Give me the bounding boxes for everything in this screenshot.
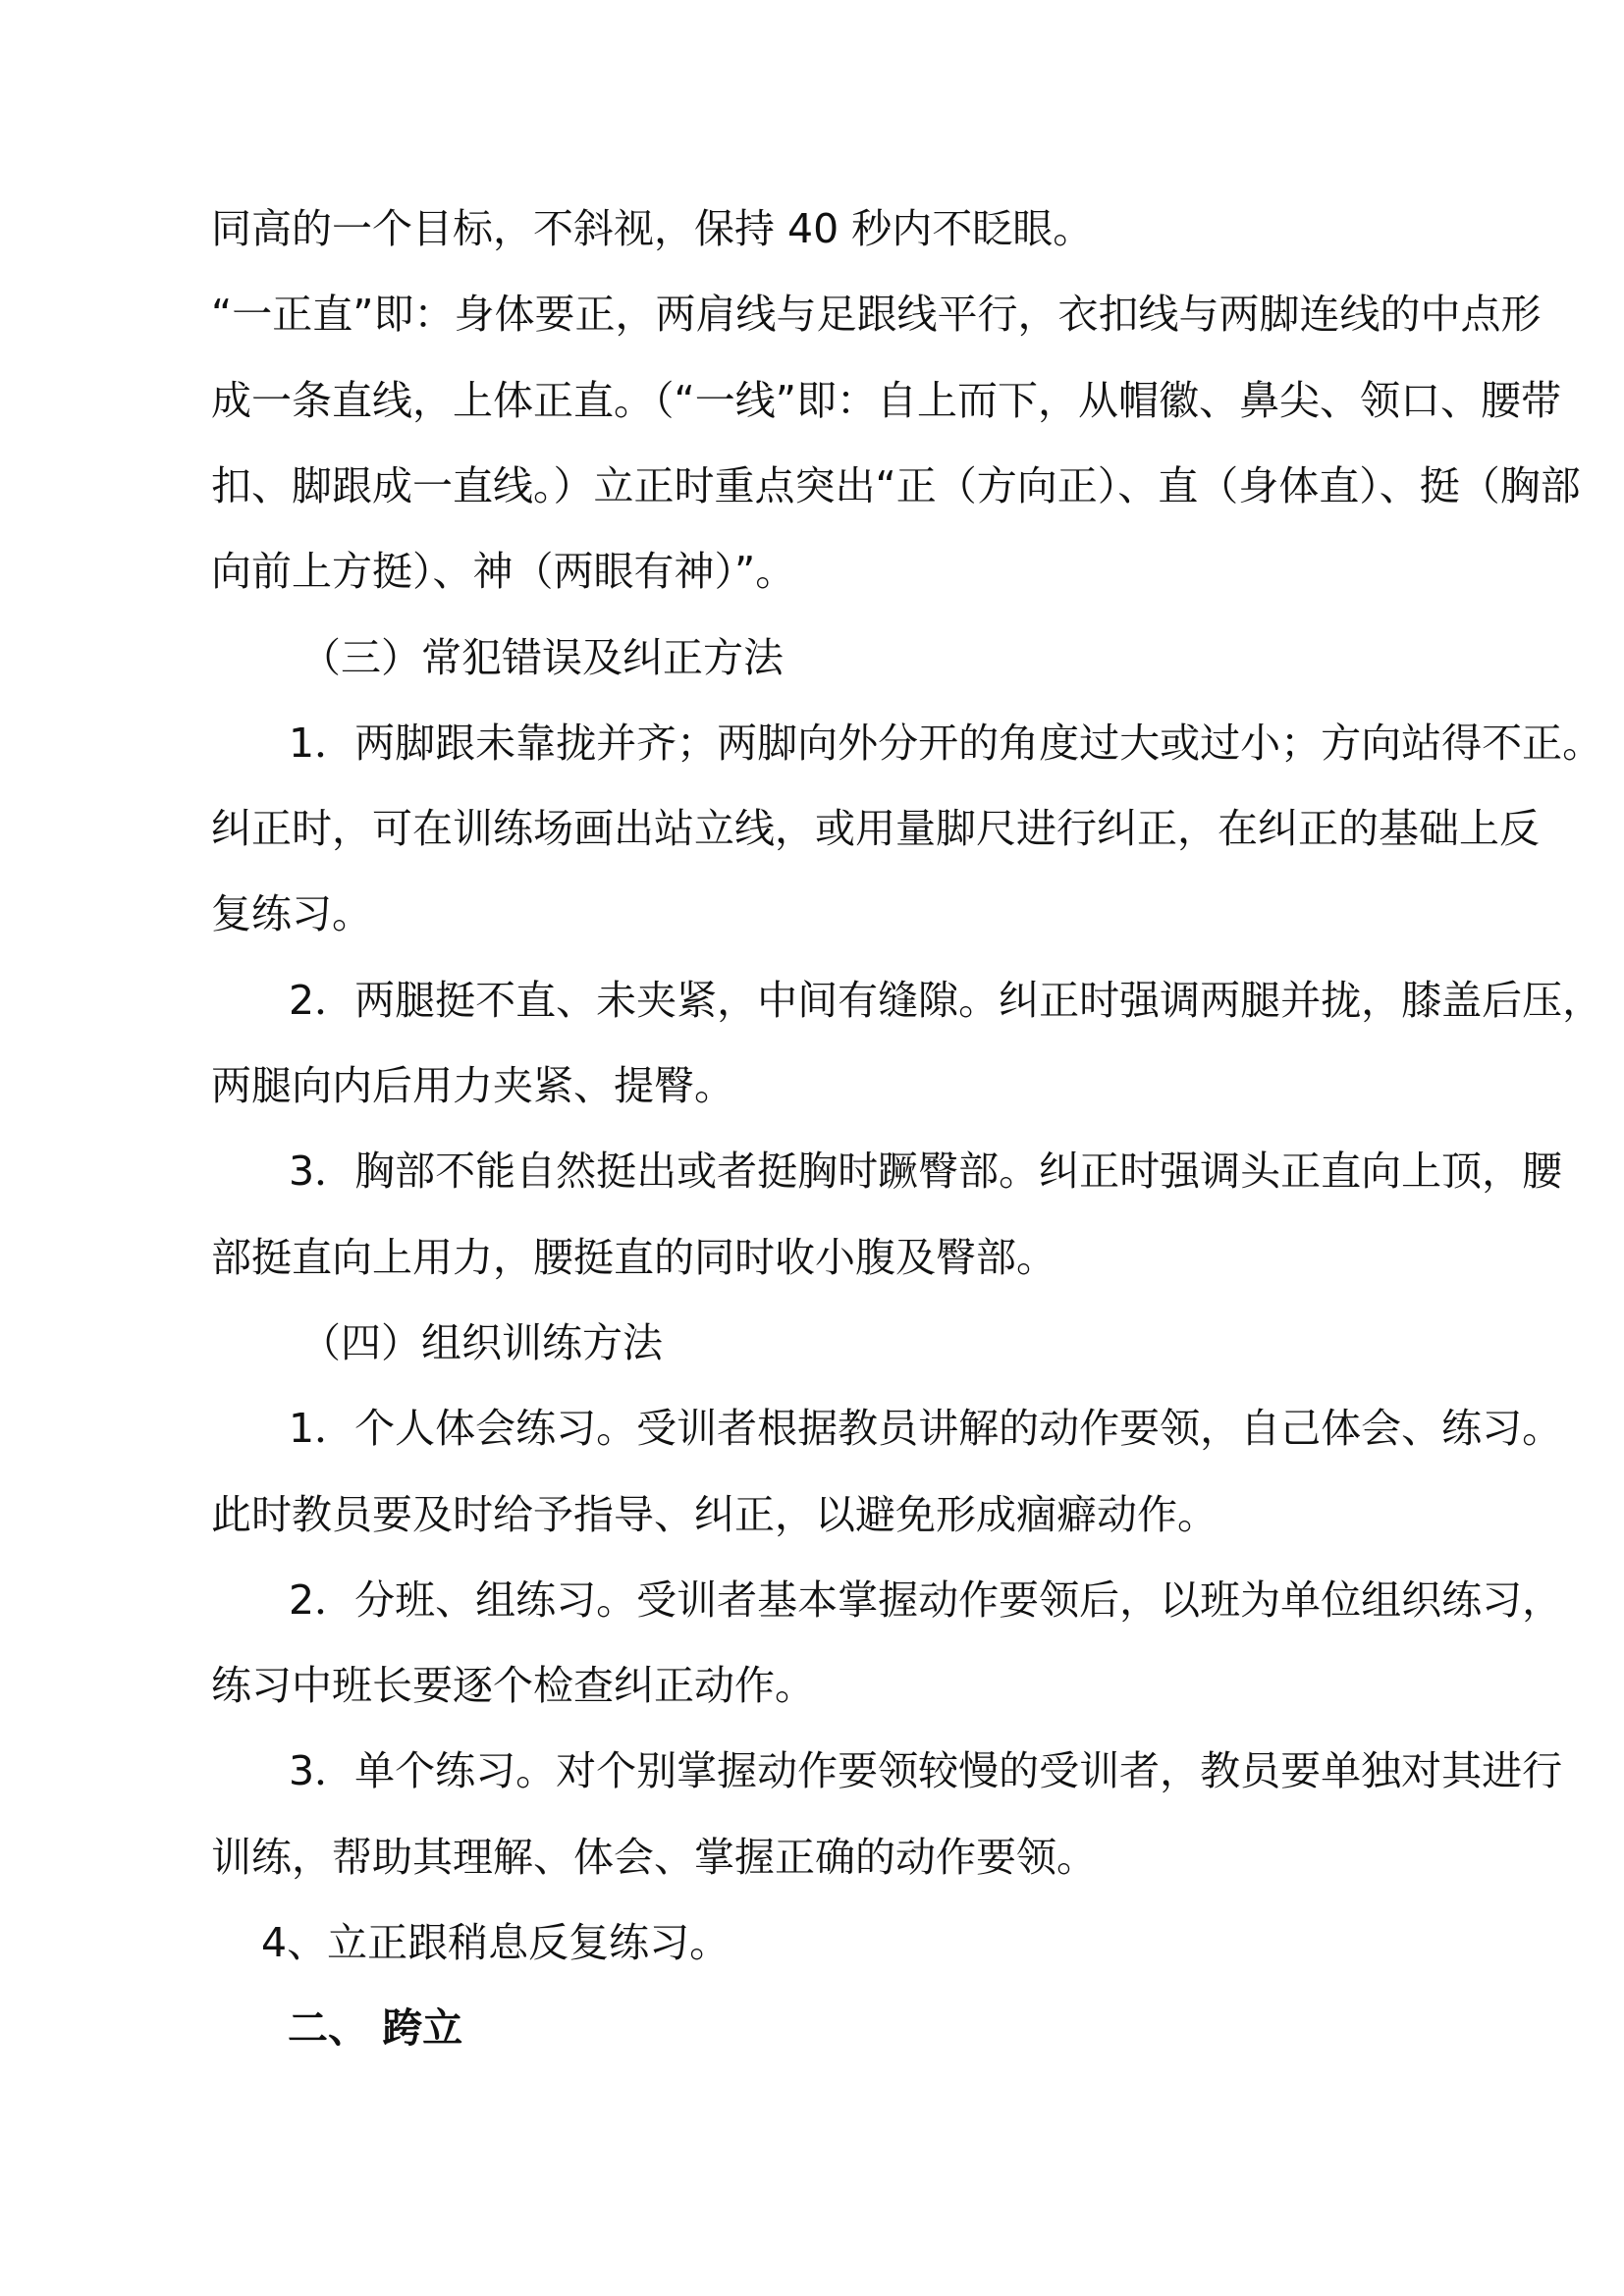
body-text-line: 向前上方挺）、神（两眼有神）”。 bbox=[211, 548, 796, 595]
body-text-line: 纠正时，可在训练场画出站立线，或用量脚尺进行纠正，在纠正的基础上反 bbox=[211, 805, 1540, 852]
chapter-heading: 二、 跨立 bbox=[288, 2004, 463, 2052]
numbered-item-line: 2．两腿挺不直、未夹紧，中间有缝隙。纠正时强调两腿并拢，膝盖后压， bbox=[289, 977, 1603, 1024]
numbered-item-line: 3．胸部不能自然挺出或者挺胸时蹶臀部。纠正时强调头正直向上顶，腰 bbox=[289, 1148, 1563, 1195]
body-text-line: 练习中班长要逐个检查纠正动作。 bbox=[211, 1662, 815, 1709]
section-heading: （三）常犯错误及纠正方法 bbox=[300, 634, 784, 681]
body-text-line: 部挺直向上用力，腰挺直的同时收小腹及臀部。 bbox=[211, 1234, 1056, 1281]
numbered-item-line: 1．两脚跟未靠拢并齐；两脚向外分开的角度过大或过小；方向站得不正。 bbox=[289, 720, 1603, 767]
numbered-item-line: 2．分班、组练习。受训者基本掌握动作要领后，以班为单位组织练习， bbox=[289, 1576, 1563, 1624]
body-text-line: 成一条直线，上体正直。（“一线”即：自上而下，从帽徽、鼻尖、领口、腰带 bbox=[211, 377, 1561, 424]
body-text-line: 同高的一个目标，不斜视，保持 40 秒内不眨眼。 bbox=[211, 205, 1094, 252]
body-text-line: 此时教员要及时给予指导、纠正，以避免形成痼癖动作。 bbox=[211, 1491, 1218, 1538]
section-heading: （四）组织训练方法 bbox=[300, 1319, 663, 1366]
body-text-line: 两腿向内后用力夹紧、提臀。 bbox=[211, 1062, 734, 1109]
numbered-item-line: 3．单个练习。对个别掌握动作要领较慢的受训者，教员要单独对其进行 bbox=[289, 1747, 1563, 1794]
list-item-line: 4、立正跟稍息反复练习。 bbox=[261, 1919, 731, 1966]
body-text-line: 扣、脚跟成一直线。）立正时重点突出“正（方向正）、直（身体直）、挺（胸部 bbox=[211, 462, 1581, 509]
body-text-line: 训练，帮助其理解、体会、掌握正确的动作要领。 bbox=[211, 1834, 1097, 1881]
body-text-line: 复练习。 bbox=[211, 890, 372, 937]
numbered-item-line: 1．个人体会练习。受训者根据教员讲解的动作要领，自己体会、练习。 bbox=[289, 1405, 1563, 1452]
body-text-line: “一正直”即：身体要正，两肩线与足跟线平行，衣扣线与两脚连线的中点形 bbox=[211, 291, 1542, 338]
